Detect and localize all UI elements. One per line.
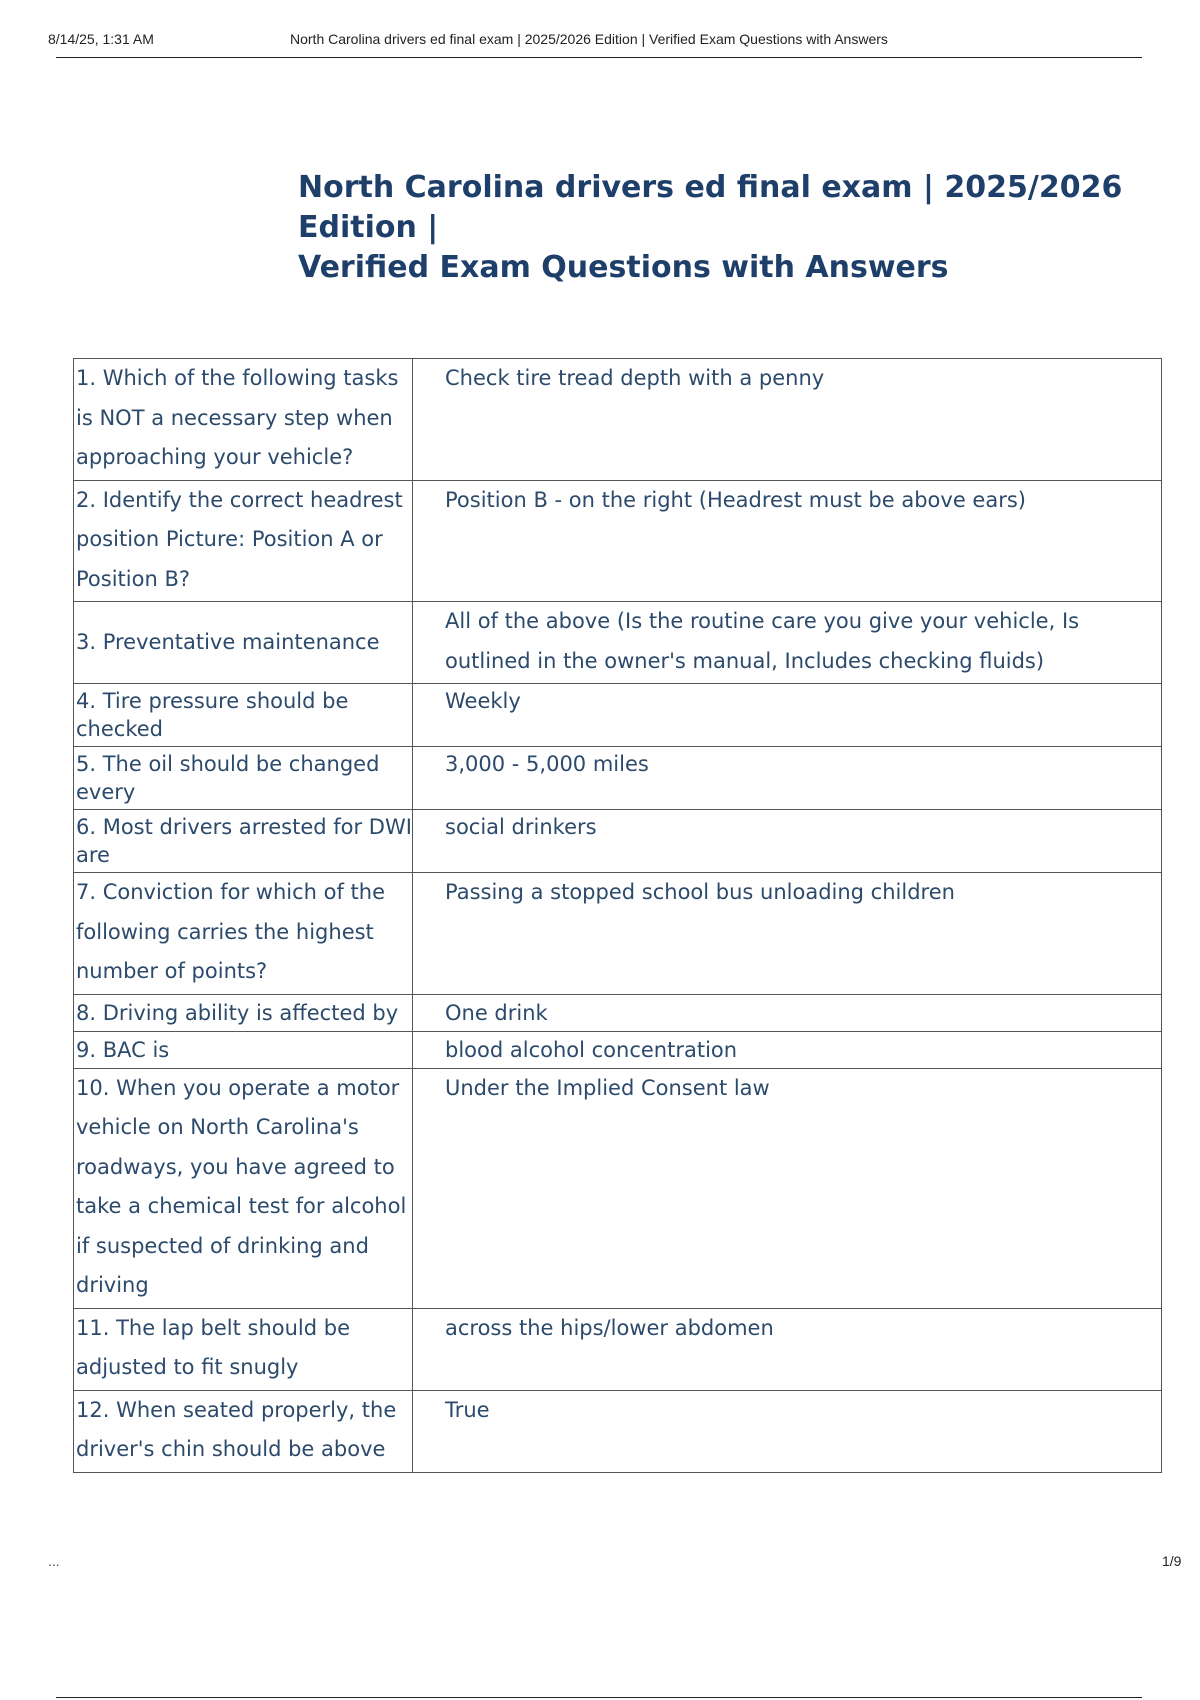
- question-cell: 4. Tire pressure should be checked: [74, 684, 413, 747]
- qa-row: [74, 480, 1162, 602]
- qa-row: [74, 1031, 1162, 1068]
- question-cell: 7. Conviction for which of the following carries the highest number of points?: [74, 873, 413, 995]
- qa-row: [74, 1308, 1162, 1390]
- print-date: 8/14/25, 1:31 AM: [48, 31, 154, 47]
- question-cell: 6. Most drivers arrested for DWI are: [74, 810, 413, 873]
- document-title-line-2: Verified Exam Questions with Answers: [298, 250, 949, 285]
- question-cell: 10. When you operate a motor vehicle on North Carolina's roadways, you have agreed to take a chemical test for alcohol if suspected of drinking and driving: [74, 1068, 413, 1308]
- answer-cell: Check tire tread depth with a penny: [413, 359, 1162, 481]
- answer-cell: Weekly: [413, 684, 1162, 747]
- answer-cell: True: [413, 1390, 1162, 1472]
- answer-cell: One drink: [413, 994, 1162, 1031]
- answer-cell: social drinkers: [413, 810, 1162, 873]
- print-page-title: North Carolina drivers ed final exam | 2025/2026 Edition | Verified Exam Questions with Answers: [290, 31, 888, 47]
- question-cell: 9. BAC is: [74, 1031, 413, 1068]
- page-number: 1/9: [1162, 1553, 1182, 1569]
- print-header: [48, 28, 1144, 58]
- answer-cell: 3,000 - 5,000 miles: [413, 747, 1162, 810]
- question-cell: 11. The lap belt should be adjusted to fit snugly: [74, 1308, 413, 1390]
- question-cell: 2. Identify the correct headrest position Picture: Position A or Position B?: [74, 480, 413, 602]
- qa-row: [74, 747, 1162, 810]
- qa-row: [74, 873, 1162, 995]
- qa-row: [74, 1068, 1162, 1308]
- header-divider: [56, 57, 1142, 58]
- qa-row: [74, 359, 1162, 481]
- document-title-line-1: North Carolina drivers ed final exam | 2025/2026 Edition |: [298, 170, 1123, 245]
- question-cell: 12. When seated properly, the driver's chin should be above: [74, 1390, 413, 1472]
- answer-cell: blood alcohol concentration: [413, 1031, 1162, 1068]
- qa-row: [74, 810, 1162, 873]
- question-cell: 8. Driving ability is affected by: [74, 994, 413, 1031]
- question-cell: 3. Preventative maintenance: [74, 602, 413, 684]
- answer-cell: Position B - on the right (Headrest must be above ears): [413, 480, 1162, 602]
- question-cell: 5. The oil should be changed every: [74, 747, 413, 810]
- more-indicator: ...: [48, 1553, 60, 1569]
- qa-row: [74, 684, 1162, 747]
- qa-row: [74, 1390, 1162, 1472]
- qa-row: [74, 602, 1162, 684]
- answer-cell: All of the above (Is the routine care you give your vehicle, Is outlined in the owner's manual, Includes checking fluids): [413, 602, 1162, 684]
- qa-row: [74, 994, 1162, 1031]
- answer-cell: across the hips/lower abdomen: [413, 1308, 1162, 1390]
- footer-divider: [56, 1697, 1142, 1698]
- document-title: [298, 168, 1168, 288]
- answer-cell: Passing a stopped school bus unloading children: [413, 873, 1162, 995]
- qa-table: [73, 358, 1162, 1473]
- question-cell: 1. Which of the following tasks is NOT a necessary step when approaching your vehicle?: [74, 359, 413, 481]
- answer-cell: Under the Implied Consent law: [413, 1068, 1162, 1308]
